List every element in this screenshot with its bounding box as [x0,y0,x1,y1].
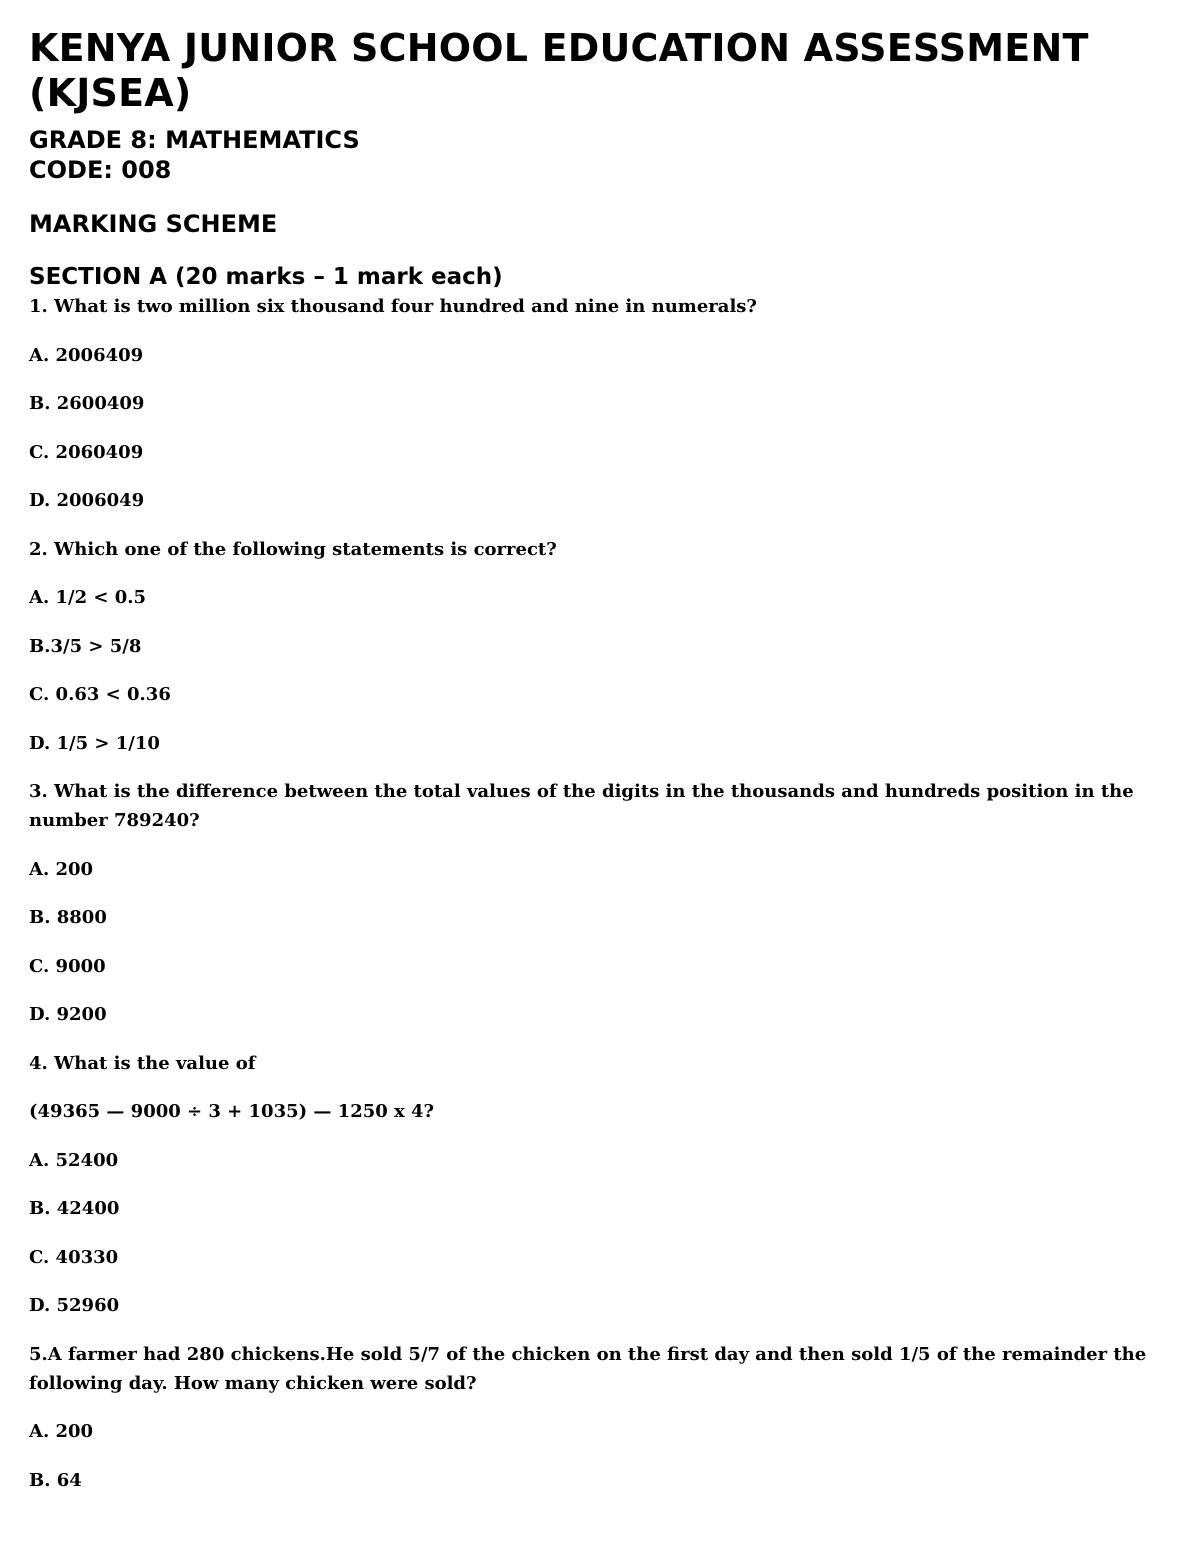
answer-option: B. 64 [29,1469,82,1491]
question-list [29,292,1179,1495]
answer-option: A. 200 [29,1421,94,1442]
answer-option: B. 8800 [29,907,107,928]
answer-option: D. 52960 [29,1295,120,1316]
answer-option: C. 9000 [29,955,106,977]
answer-option: A. 52400 [29,1149,119,1171]
answer-option: B.3/5 > 5/8 [29,635,142,657]
document-title: KENYA JUNIOR SCHOOL EDUCATION ASSESSMENT (KJSEA) [29,26,1089,115]
answer-option: A. 1/2 < 0.5 [29,587,147,608]
subject-code: CODE: 008 [29,156,172,184]
marking-scheme-block [29,209,1179,239]
answer-option: B. 2600409 [29,393,145,414]
answer-option: D. 9200 [29,1004,107,1025]
question-text: 2. Which one of the following statements is correct? [29,538,557,560]
answer-option: D. 1/5 > 1/10 [29,732,160,754]
question-expression: (49365 — 9000 ÷ 3 + 1035) — 1250 x 4? [29,1101,435,1122]
question-text: 1. What is two million six thousand four hundred and nine in numerals? [29,296,757,317]
question-text: 4. What is the value of [29,1052,256,1074]
section-heading: SECTION A (20 marks – 1 mark each) [29,264,503,290]
answer-option: A. 2006409 [29,344,144,366]
grade-subject: GRADE 8: MATHEMATICS [29,126,360,154]
answer-option: C. 0.63 < 0.36 [29,684,171,705]
answer-option: B. 42400 [29,1198,120,1219]
marking-scheme-heading: MARKING SCHEME [29,210,278,238]
question-text: 3. What is the difference between the total values of the digits in the thousands and hundreds position in the number 789240? [29,781,1134,831]
answer-option: A. 200 [29,858,94,880]
question-text: 5.A farmer had 280 chickens.He sold 5/7 of the chicken on the first day and then sold 1/5 of the remainder the following day. How many chicken were sold? [29,1343,1147,1394]
answer-option: D. 2006049 [29,490,145,511]
subject-block [29,125,1179,185]
document-page [29,26,1179,1514]
answer-option: C. 40330 [29,1246,119,1268]
answer-option: C. 2060409 [29,441,144,463]
